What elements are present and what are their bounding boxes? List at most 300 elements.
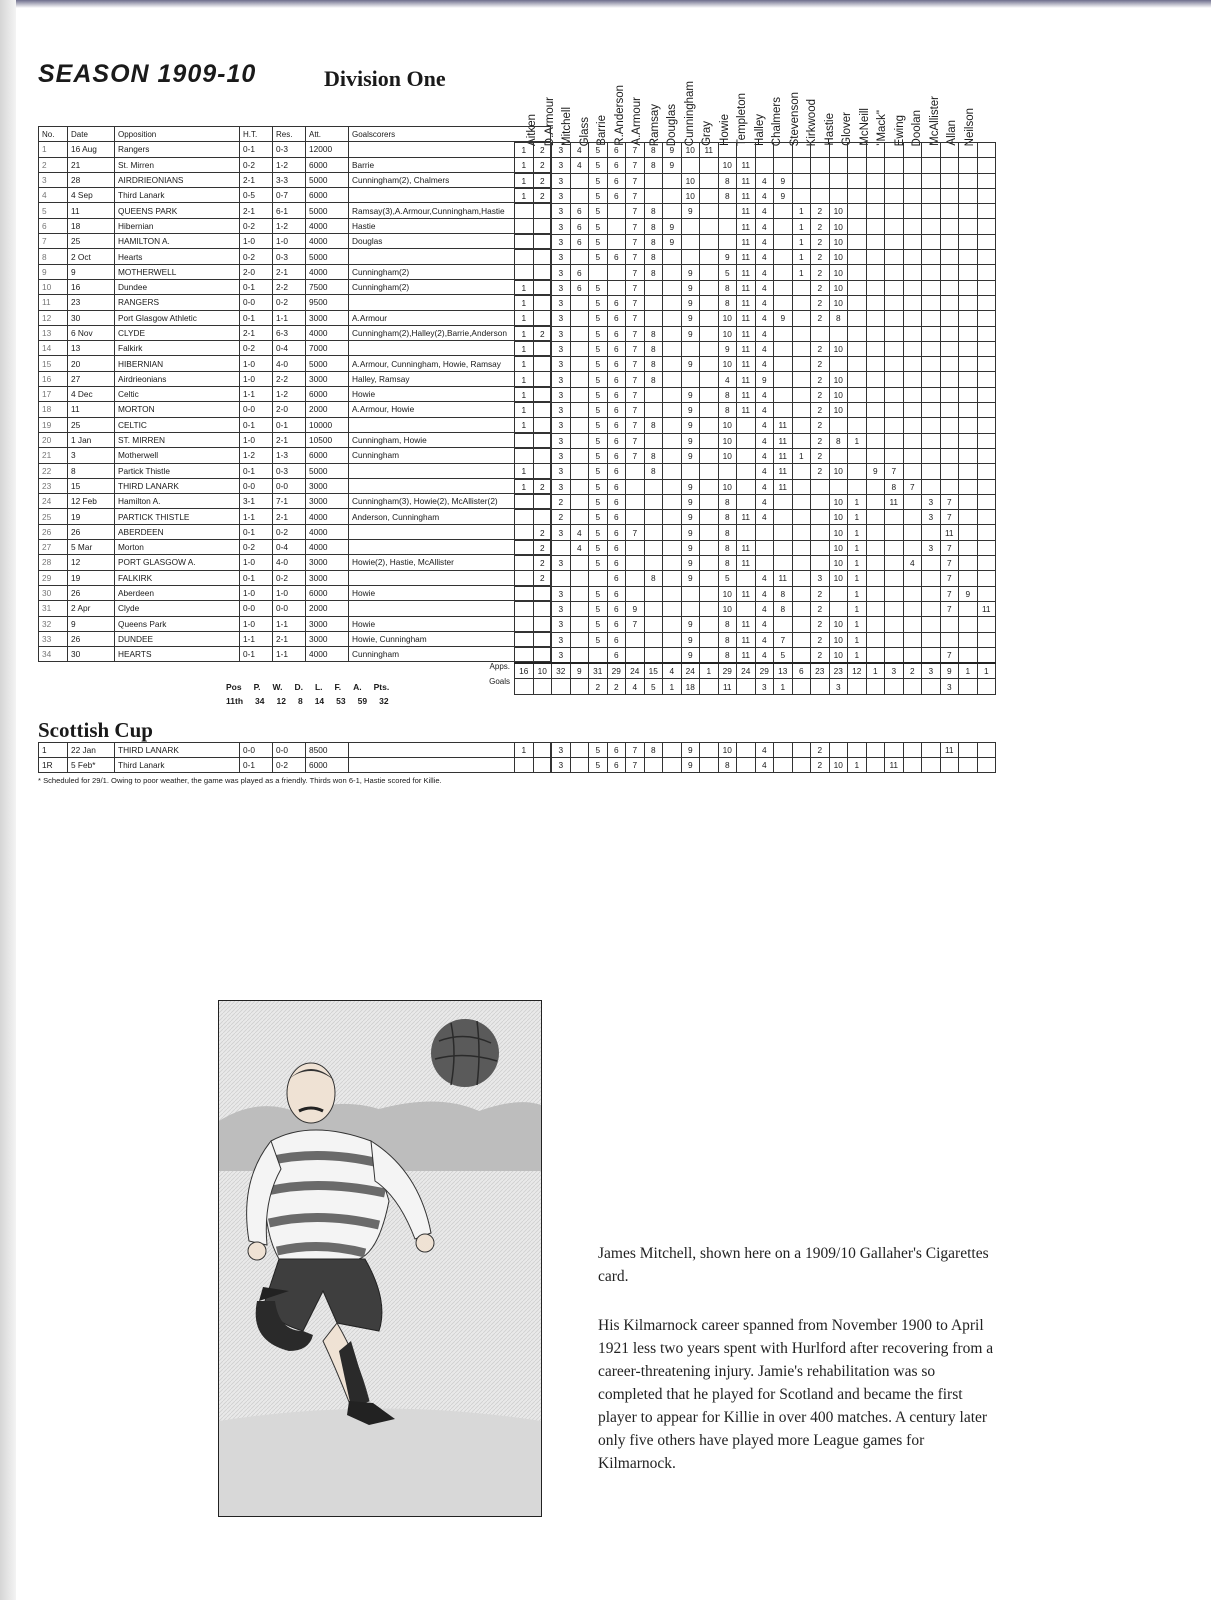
lineup-cell	[515, 758, 534, 773]
lineup-cell	[533, 448, 552, 463]
lineup-cell: 8	[644, 464, 663, 479]
lineup-cell	[644, 387, 663, 402]
lineup-cell	[792, 679, 811, 694]
lineup-cell	[903, 158, 922, 173]
lineup-cell	[515, 679, 534, 694]
standing-label: W.	[272, 682, 283, 692]
lineup-cell	[866, 234, 885, 249]
table-cell: 10000	[306, 417, 349, 432]
lineup-cell	[792, 556, 811, 571]
lineup-cell	[663, 433, 682, 448]
lineup-cell	[866, 265, 885, 280]
lineup-cell	[792, 341, 811, 356]
lineup-cell: 3	[552, 326, 571, 341]
lineup-cell	[922, 586, 941, 601]
lineup-cell: 11	[737, 647, 756, 663]
lineup-cell	[866, 617, 885, 632]
lineup-cell	[903, 295, 922, 310]
lineup-cell: 4	[755, 479, 774, 494]
lineup-cell: 3	[552, 311, 571, 326]
lineup-cell	[848, 479, 867, 494]
table-cell: Anderson, Cunningham	[349, 509, 551, 524]
lineup-cell	[570, 679, 589, 694]
standing-label: L.	[314, 682, 323, 692]
lineup-cell: 2	[533, 525, 552, 540]
lineup-cell: 8	[718, 632, 737, 647]
lineup-cell: 7	[626, 617, 645, 632]
lineup-cell: 10	[718, 743, 737, 758]
lineup-cell: 4	[755, 617, 774, 632]
table-cell: 0-1	[273, 417, 306, 432]
lineup-cell: 3	[552, 525, 571, 540]
lineup-cell	[866, 448, 885, 463]
lineup-cell: 4	[570, 143, 589, 158]
table-cell: Howie, Cunningham	[349, 631, 551, 646]
table-cell: 7	[39, 234, 68, 249]
lineup-cell: 2	[811, 341, 830, 356]
lineup-cell	[774, 219, 793, 234]
lineup-cell	[570, 387, 589, 402]
lineup-cell: 1	[515, 295, 534, 310]
table-cell: 26	[68, 631, 115, 646]
lineup-cell: 10	[829, 341, 848, 356]
lineup-cell: 8	[774, 586, 793, 601]
lineup-cell	[977, 403, 996, 418]
lineup-cell: 10	[829, 571, 848, 586]
table-row	[39, 478, 551, 493]
lineup-cell: 4	[755, 219, 774, 234]
table-cell: 4000	[306, 647, 349, 662]
lineup-cell: 2	[552, 510, 571, 525]
lineup-cell	[533, 433, 552, 448]
lineup-cell: 11	[737, 234, 756, 249]
lineup-cell: 6	[607, 448, 626, 463]
lineup-cell: 9	[681, 540, 700, 555]
lineup-cell	[848, 326, 867, 341]
lineup-cell: 4	[755, 295, 774, 310]
caption-paragraph-1: James Mitchell, shown here on a 1909/10 Gallaher's Cigarettes card.	[598, 1245, 989, 1285]
lineup-cell: 5	[589, 219, 608, 234]
lineup-cell: 5	[589, 525, 608, 540]
lineup-cell	[515, 219, 534, 234]
lineup-cell	[663, 341, 682, 356]
table-cell: 1-1	[273, 647, 306, 662]
lineup-cell: 3	[755, 679, 774, 694]
table-cell: 2000	[306, 402, 349, 417]
table-cell: HAMILTON A.	[115, 234, 240, 249]
lineup-cell: 8	[718, 510, 737, 525]
lineup-cell	[515, 556, 534, 571]
lineup-cell: 7	[940, 540, 959, 555]
lineup-cell	[959, 341, 978, 356]
player-name: Stevenson	[788, 91, 801, 146]
lineup-cell: 2	[533, 540, 552, 555]
lineup-row	[515, 617, 996, 632]
lineup-cell: 5	[644, 679, 663, 694]
lineup-cell	[885, 311, 904, 326]
lineup-cell	[607, 219, 626, 234]
lineup-cell: 24	[737, 663, 756, 679]
lineup-cell	[977, 188, 996, 203]
lineup-cell	[774, 265, 793, 280]
table-cell: 1-1	[240, 509, 273, 524]
lineup-cell: 6	[607, 601, 626, 616]
table-cell: Clyde	[115, 601, 240, 616]
table-cell: Howie	[349, 616, 551, 631]
table-cell: 5000	[306, 463, 349, 478]
standing-value: 8	[297, 696, 303, 706]
lineup-cell	[644, 510, 663, 525]
lineup-cell	[903, 601, 922, 616]
lineup-cell: 4	[755, 743, 774, 758]
player-name: McNeill	[858, 108, 871, 146]
lineup-cell	[903, 418, 922, 433]
lineup-row	[515, 143, 996, 158]
table-cell: 1-0	[273, 585, 306, 600]
lineup-cell	[977, 647, 996, 663]
lineup-cell	[515, 448, 534, 463]
lineup-cell	[774, 525, 793, 540]
table-cell: 16	[68, 279, 115, 294]
table-cell: 7500	[306, 279, 349, 294]
lineup-cell	[792, 617, 811, 632]
lineup-cell: 6	[607, 758, 626, 773]
lineup-cell: 6	[607, 341, 626, 356]
lineup-cell: 6	[607, 464, 626, 479]
table-cell: 22	[39, 463, 68, 478]
lineup-cell	[737, 464, 756, 479]
lineup-cell: 7	[626, 204, 645, 219]
table-cell: 3-3	[273, 172, 306, 187]
table-row	[39, 325, 551, 340]
lineup-cell: 9	[681, 647, 700, 663]
lineup-cell: 9	[681, 556, 700, 571]
lineup-cell: 2	[811, 632, 830, 647]
lineup-cell: 9	[681, 204, 700, 219]
lineup-cell: 6	[607, 143, 626, 158]
lineup-cell: 8	[829, 311, 848, 326]
lineup-cell: 1	[848, 510, 867, 525]
lineup-cell: 9	[681, 494, 700, 509]
lineup-cell: 5	[589, 250, 608, 265]
table-cell: 2-1	[273, 432, 306, 447]
lineup-cell	[792, 601, 811, 616]
lineup-cell	[922, 632, 941, 647]
lineup-cell: 2	[533, 571, 552, 586]
standing-label: A.	[353, 682, 362, 692]
lineup-cell: 10	[829, 265, 848, 280]
table-cell: Cunningham(2)	[349, 264, 551, 279]
lineup-cell: 5	[589, 632, 608, 647]
table-cell: Ramsay(3),A.Armour,Cunningham,Hastie	[349, 203, 551, 218]
lineup-cell	[959, 494, 978, 509]
table-cell: 2-1	[273, 631, 306, 646]
lineup-cell: 7	[626, 219, 645, 234]
table-cell: Dundee	[115, 279, 240, 294]
lineup-cell	[700, 433, 719, 448]
lineup-cell	[570, 357, 589, 372]
lineup-cell	[663, 357, 682, 372]
lineup-cell	[774, 617, 793, 632]
lineup-cell	[922, 617, 941, 632]
table-cell: 24	[39, 494, 68, 509]
lineup-cell: 4	[755, 571, 774, 586]
table-cell: 9	[68, 616, 115, 631]
table-cell: 1-0	[240, 616, 273, 631]
table-row	[39, 570, 551, 585]
lineup-cell: 6	[607, 479, 626, 494]
lineup-cell	[663, 250, 682, 265]
lineup-cell: 4	[755, 448, 774, 463]
lineup-cell: 7	[626, 295, 645, 310]
lineup-cell: 10	[681, 143, 700, 158]
table-cell: 5	[39, 203, 68, 218]
lineup-cell: 7	[940, 510, 959, 525]
lineup-cell	[940, 326, 959, 341]
lineup-cell	[737, 571, 756, 586]
lineup-cell: 1	[515, 418, 534, 433]
player-name: Glover	[841, 112, 853, 146]
lineup-cell	[959, 326, 978, 341]
lineup-cell	[866, 540, 885, 555]
table-cell: 9	[68, 264, 115, 279]
lineup-cell	[644, 311, 663, 326]
lineup-cell	[811, 556, 830, 571]
table-cell: 6000	[306, 758, 349, 773]
lineup-cell: 3	[552, 234, 571, 249]
lineup-cell	[885, 403, 904, 418]
lineup-cell: 11	[737, 311, 756, 326]
lineup-cell	[977, 571, 996, 586]
lineup-cell: 7	[774, 632, 793, 647]
lineup-cell: 10	[718, 433, 737, 448]
lineup-cell: 7	[626, 341, 645, 356]
lineup-cell: 11	[737, 295, 756, 310]
lineup-cell	[718, 143, 737, 158]
lineup-cell	[811, 540, 830, 555]
lineup-row	[515, 295, 996, 310]
lineup-cell	[940, 311, 959, 326]
lineup-cell: 8	[644, 418, 663, 433]
lineup-cell: 11	[774, 479, 793, 494]
lineup-cell: 1	[848, 525, 867, 540]
lineup-cell	[885, 234, 904, 249]
lineup-cell	[700, 679, 719, 694]
lineup-cell: 9	[626, 601, 645, 616]
table-cell: 17	[39, 387, 68, 402]
lineup-cell	[663, 494, 682, 509]
lineup-cell: 11	[737, 510, 756, 525]
lineup-cell	[607, 204, 626, 219]
lineup-cell	[515, 586, 534, 601]
lineup-cell	[533, 617, 552, 632]
lineup-cell: 6	[607, 357, 626, 372]
lineup-cell	[626, 571, 645, 586]
table-cell: 28	[68, 172, 115, 187]
table-cell: 20	[68, 356, 115, 371]
lineup-cell: 8	[718, 173, 737, 188]
lineup-cell	[718, 204, 737, 219]
lineup-cell: 5	[589, 326, 608, 341]
lineup-cell	[663, 556, 682, 571]
lineup-cell	[885, 601, 904, 616]
lineup-cell	[570, 173, 589, 188]
lineup-cell	[922, 311, 941, 326]
lineup-cell	[718, 234, 737, 249]
lineup-cell: 3	[922, 540, 941, 555]
table-cell: 0-2	[273, 524, 306, 539]
lineup-cell	[737, 743, 756, 758]
table-row	[39, 743, 551, 758]
lineup-cell	[885, 586, 904, 601]
lineup-cell: 5	[589, 143, 608, 158]
lineup-cell	[940, 265, 959, 280]
lineup-row	[515, 556, 996, 571]
lineup-cell: 5	[589, 204, 608, 219]
lineup-cell: 9	[681, 525, 700, 540]
photo-caption	[598, 1242, 998, 1501]
lineup-cell	[700, 525, 719, 540]
table-cell: Cunningham, Howie	[349, 432, 551, 447]
lineup-cell: 10	[829, 234, 848, 249]
player-name: A.Armour	[631, 97, 643, 146]
lineup-cell	[885, 143, 904, 158]
lineup-cell	[885, 433, 904, 448]
table-cell: Cunningham(2),Halley(2),Barrie,Anderson	[349, 325, 551, 340]
lineup-cell: 10	[718, 326, 737, 341]
table-cell: Rangers	[115, 142, 240, 157]
lineup-cell	[959, 556, 978, 571]
lineup-cell	[663, 326, 682, 341]
lineup-cell	[663, 311, 682, 326]
lineup-cell: 9	[681, 617, 700, 632]
table-cell: Hamilton A.	[115, 494, 240, 509]
season-title: SEASON 1909-10	[38, 60, 257, 88]
lineup-row	[515, 265, 996, 280]
lineup-cell	[589, 265, 608, 280]
lineup-cell	[848, 341, 867, 356]
table-cell: 0-3	[273, 142, 306, 157]
lineup-cell: 9	[681, 433, 700, 448]
table-cell: 5000	[306, 356, 349, 371]
lineup-cell	[922, 143, 941, 158]
lineup-cell: 1	[792, 204, 811, 219]
lineup-cell	[663, 647, 682, 663]
lineup-cell: 4	[755, 311, 774, 326]
table-cell: 0-3	[273, 249, 306, 264]
table-cell: 4000	[306, 540, 349, 555]
lineup-cell: 2	[533, 158, 552, 173]
lineup-cell	[903, 494, 922, 509]
table-cell: 1-1	[240, 387, 273, 402]
table-cell: 4000	[306, 218, 349, 233]
lineup-cell	[644, 601, 663, 616]
lineup-cell: 11	[737, 586, 756, 601]
table-cell: 34	[39, 647, 68, 662]
lineup-cell: 5	[589, 311, 608, 326]
lineup-cell	[903, 234, 922, 249]
lineup-cell	[959, 234, 978, 249]
lineup-cell	[792, 295, 811, 310]
lineup-cell	[977, 219, 996, 234]
lineup-cell: 4	[755, 464, 774, 479]
lineup-cell	[811, 679, 830, 694]
table-cell: 2	[39, 157, 68, 172]
table-cell: 13	[68, 341, 115, 356]
player-name: Ramsay	[648, 103, 661, 146]
lineup-cell: 10	[718, 601, 737, 616]
lineup-cell	[866, 758, 885, 773]
lineup-cell: 5	[589, 403, 608, 418]
goals-label: Goals	[489, 677, 510, 686]
lineup-row	[515, 219, 996, 234]
lineup-cell	[626, 464, 645, 479]
lineup-cell	[792, 525, 811, 540]
standing-value: 11th	[226, 696, 244, 706]
lineup-cell	[570, 632, 589, 647]
lineup-cell	[700, 219, 719, 234]
lineup-cell	[533, 265, 552, 280]
lineup-cell	[811, 326, 830, 341]
lineup-cell: 6	[607, 418, 626, 433]
table-cell: 1-0	[240, 585, 273, 600]
lineup-cell	[959, 280, 978, 295]
lineup-cell	[977, 372, 996, 387]
lineup-cell	[570, 510, 589, 525]
lineup-cell: 2	[811, 250, 830, 265]
lineup-cell	[644, 479, 663, 494]
lineup-cell	[700, 295, 719, 310]
lineup-cell	[700, 311, 719, 326]
table-cell: 0-2	[240, 341, 273, 356]
table-cell: AIRDRIEONIANS	[115, 172, 240, 187]
lineup-cell	[866, 387, 885, 402]
lineup-cell: 8	[644, 250, 663, 265]
lineup-cell: 9	[681, 758, 700, 773]
lineup-row	[515, 250, 996, 265]
lineup-cell	[866, 326, 885, 341]
lineup-row	[515, 158, 996, 173]
lineup-cell: 2	[811, 448, 830, 463]
lineup-cell: 3	[552, 341, 571, 356]
cup-footnote: * Scheduled for 29/1. Owing to poor weather, the game was played as a friendly. Thirds won 6-1, Hastie scored for Killie.	[38, 776, 442, 785]
lineup-cell	[774, 403, 793, 418]
lineup-cell	[959, 758, 978, 773]
table-cell: 11	[68, 402, 115, 417]
table-cell: 2-1	[273, 264, 306, 279]
lineup-row	[515, 448, 996, 463]
lineup-cell	[829, 479, 848, 494]
table-cell: 0-2	[240, 157, 273, 172]
lineup-cell	[866, 280, 885, 295]
lineup-cell	[977, 280, 996, 295]
table-cell: 3000	[306, 555, 349, 570]
table-cell: Morton	[115, 540, 240, 555]
table-cell: 23	[68, 295, 115, 310]
lineup-cell: 9	[681, 403, 700, 418]
lineup-cell	[792, 143, 811, 158]
table-cell: 2000	[306, 601, 349, 616]
lineup-cell	[515, 647, 534, 663]
lineup-cell: 6	[607, 632, 626, 647]
lineup-cell	[848, 403, 867, 418]
lineup-cell	[959, 743, 978, 758]
lineup-cell: 10	[829, 510, 848, 525]
lineup-cell: 7	[626, 188, 645, 203]
lineup-cell	[959, 464, 978, 479]
lineup-row	[515, 311, 996, 326]
table-row	[39, 295, 551, 310]
